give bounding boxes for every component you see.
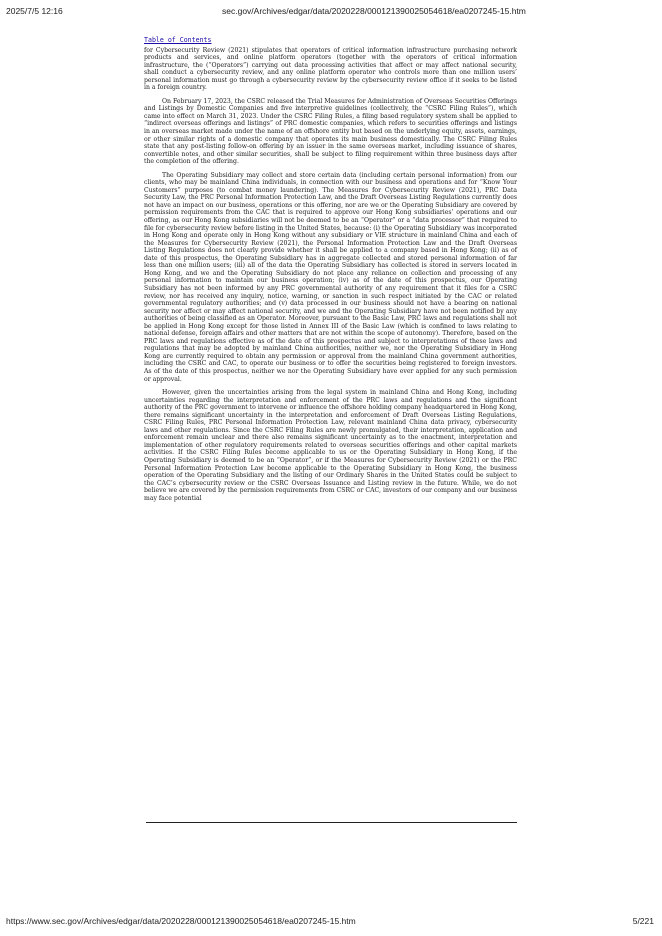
paragraph-data-collection: The Operating Subsidiary may collect and store certain data (including certain personal information) from our clients, who may be mainland China individuals, in connection with our business and operations and for “Know Your Customers” purposes (to combat money laundering). The Measures for Cybersecurity Review (2021), PRC Data Security Law, the PRC Personal Information Protection Law, and the Draft Overseas Listing Regulations currently does not have an impact on our business, operations or this offering, nor are we or the Operating Subsidiary are covered by permission requirements from the CAC that is required to approve our Hong Kong subsidiaries’ operations and our offering, as our Hong Kong subsidiaries will not be deemed to be an “Operator” or a “data processor” that required to file for cybersecurity review before listing in the United States, because: (i) the Operating Subsidiary was incorporated in Hong Kong and operate only in Hong Kong without any subsidiary or VIE structure in mainland China and each of the Measures for Cybersecurity Review (2021), the Personal Information Protection Law and the Draft Overseas Listing Regulations does not clearly provide whether it shall be applied to a company based in Hong Kong; (ii) as of date of this prospectus, the Operating Subsidiary has in aggregate collected and stored personal information of far less than one million users; (iii) all of the data the Operating Subsidiary has collected is stored in servers located in Hong Kong, and we and the Operating Subsidiary do not place any reliance on collection and processing of any personal information to maintain our business operation; (iv) as of the date of this prospectus, our Operating Subsidiary has not been informed by any PRC governmental authority of any requirement that it files for a CSRC review, nor has received any inquiry, notice, warning, or sanction in such respect initiated by the CAC or related governmental regulatory authorities; and (v) data processed in our business should not have a bearing on national security nor affect or may affect national security, and we and the Operating Subsidiary have not been notified by any authorities of being classified as an Operator. Moreover, pursuant to the Basic Law, PRC laws and regulations shall not be applied in Hong Kong except for those listed in Annex III of the Basic Law (which is confined to laws relating to national defense, foreign affairs and other matters that are not within the scope of autonomy). Therefore, based on the PRC laws and regulations effective as of the date of this prospectus and subject to interpretations of these laws and regulations that may be adopted by mainland China authorities, neither we, nor the Operating Subsidiary in Hong Kong are currently required to obtain any permission or approval from the mainland China government authorities, including the CSRC and CAC, to operate our business or to offer the securities being registered to foreign investors. As of the date of this prospectus, neither we nor the Operating Subsidiary have ever applied for any such permission or approval. <box>144 171 517 383</box>
paragraph-csrc-filing-rules: On February 17, 2023, the CSRC released the Trial Measures for Administration of Overseas Securities Offerings and Listings by Domestic Companies and five interpretive guidelines (collectively, the “CSRC Filing Rules”), which came into effect on March 31, 2023. Under the CSRC Filing Rules, a filing based regulatory system shall be applied to “indirect overseas offerings and listings” of PRC domestic companies, which refers to securities offerings and listings in an overseas market made under the name of an offshore entity but based on the underlying equity, assets, earnings, or other similar rights of a domestic company that operates its main business domestically. The CSRC Filing Rules state that any post-listing follow-on offering by an issuer in the same overseas market, including issuance of shares, convertible notes, and other similar securities, shall be subject to filing requirement within three business days after the completion of the offering. <box>144 97 517 166</box>
print-date: 2025/7/5 12:16 <box>6 6 63 16</box>
table-of-contents-link[interactable]: Table of Contents <box>144 36 212 44</box>
print-footer <box>0 916 662 930</box>
print-header-url: sec.gov/Archives/edgar/data/2020228/000121390025054618/ea0207245-15.htm <box>222 6 526 16</box>
document-body <box>144 37 517 508</box>
paragraph-uncertainties: However, given the uncertainties arising from the legal system in mainland China and Hong Kong, including uncertainties regarding the interpretation and enforcement of the PRC laws and regulations and the significant authority of the PRC government to intervene or influence the offshore holding company headquartered in Hong Kong, there remains significant uncertainty in the interpretation and enforcement of Draft Overseas Listing Regulations, CSRC Filing Rules, PRC Personal Information Protection Law, relevant mainland China data privacy, cybersecurity laws and other regulations. Since the CSRC Filing Rules are newly promulgated, their interpretation, application and enforcement remain unclear and there also remains significant uncertainty as to the enactment, interpretation and implementation of other regulatory requirements related to overseas securities offerings and other capital markets activities. If the CSRC Filing Rules become applicable to us or the Operating Subsidiary in Hong Kong, if the Operating Subsidiary is deemed to be an “Operator”, or if the Measures for Cybersecurity Review (2021) or the PRC Personal Information Protection Law become applicable to the Operating Subsidiary in Hong Kong, the business operation of the Operating Subsidiary and the listing of our Ordinary Shares in the United States could be subject to the CAC’s cybersecurity review or the CSRC Overseas Issuance and Listing review in the future. While, we do not believe we are covered by the permission requirements from CSRC or CAC, investors of our company and our business may face potential <box>144 389 517 502</box>
page-divider <box>146 822 517 823</box>
page-number: 5/221 <box>632 916 654 926</box>
paragraph-cybersecurity-review: for Cybersecurity Review (2021) stipulates that operators of critical information infrastructure purchasing network products and services, and online platform operators (together with the operators of critical information infrastructure, the (“Operators”) carrying out data processing activities that affect or may affect national security, shall conduct a cybersecurity review, and any online platform operator who controls more than one million users’ personal information must go through a cybersecurity review by the cybersecurity review office if it seeks to be listed in a foreign country. <box>144 46 517 92</box>
print-header <box>0 6 662 20</box>
print-footer-url: https://www.sec.gov/Archives/edgar/data/2020228/000121390025054618/ea0207245-15.htm <box>6 916 356 926</box>
